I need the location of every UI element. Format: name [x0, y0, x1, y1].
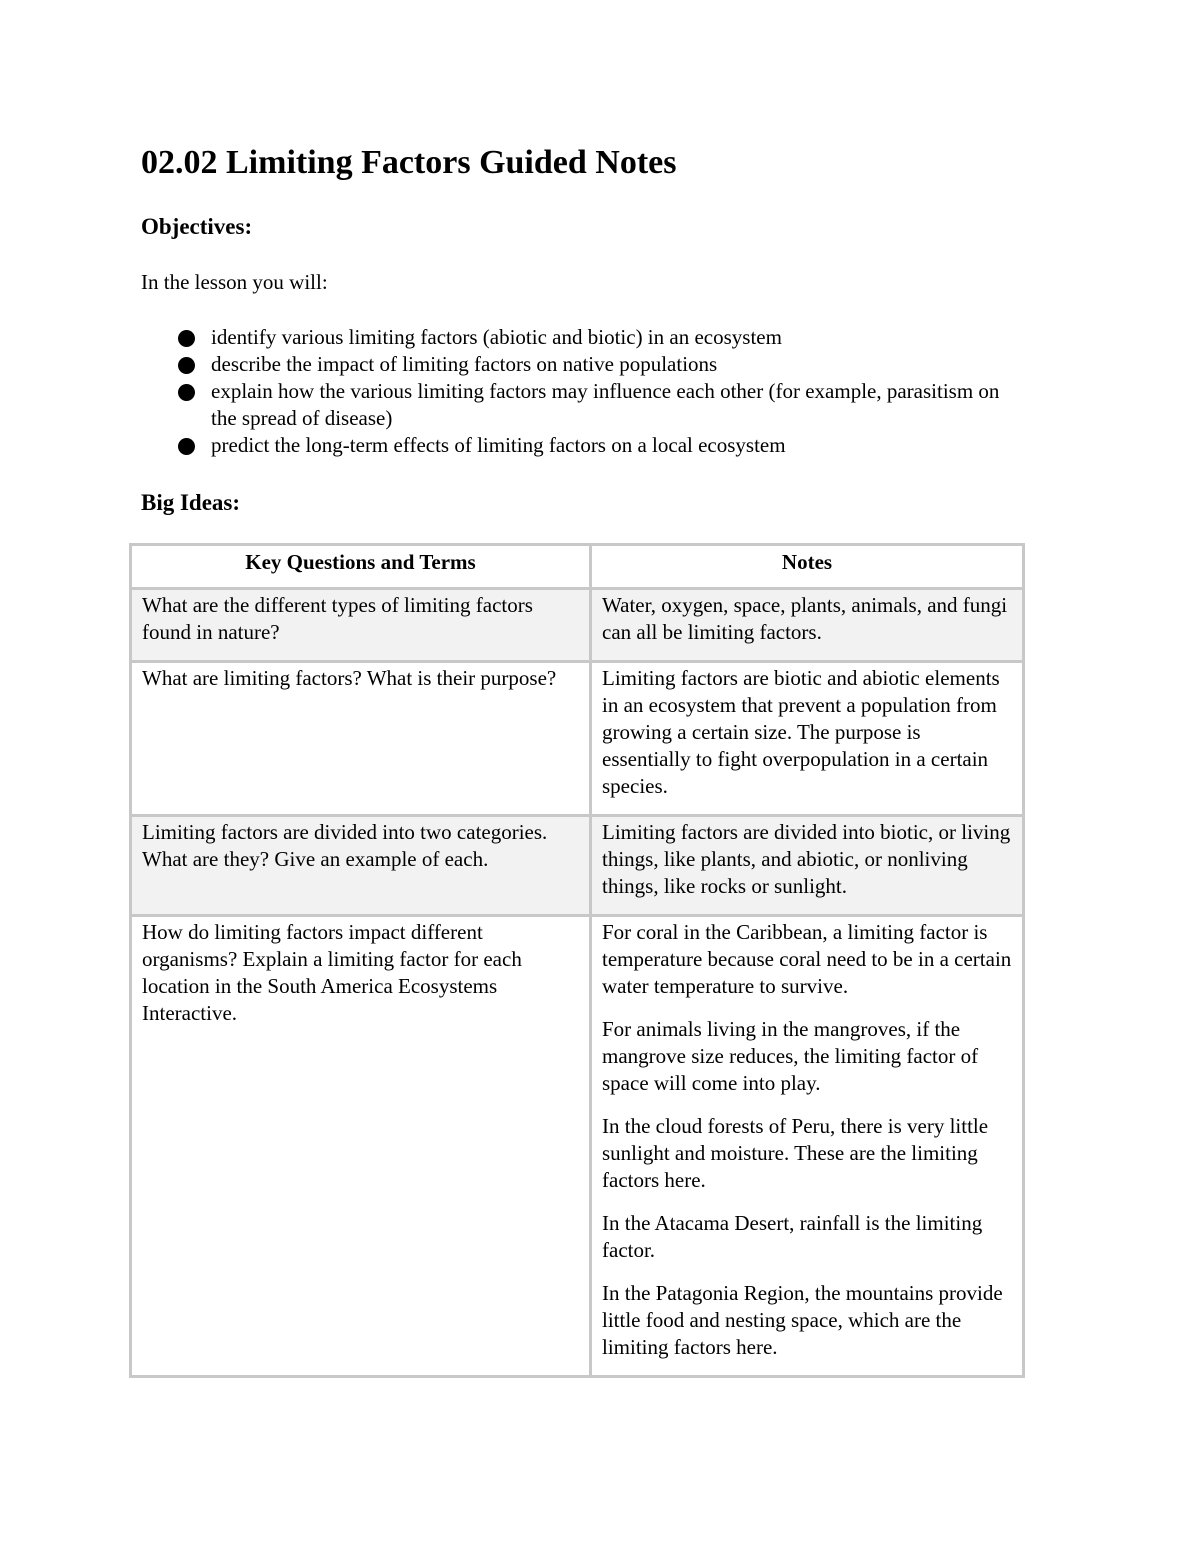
question-cell: What are limiting factors? What is their purpose?	[131, 662, 591, 816]
column-header-notes: Notes	[591, 545, 1024, 589]
column-header-questions: Key Questions and Terms	[131, 545, 591, 589]
notes-paragraph: For animals living in the mangroves, if the mangrove size reduces, the limiting factor of space will come into play.	[602, 1017, 979, 1095]
question-cell: Limiting factors are divided into two categories. What are they? Give an example of each.	[131, 816, 591, 916]
notes-table	[129, 543, 1025, 1378]
notes-cell	[591, 589, 1024, 662]
table-row	[131, 589, 1024, 662]
table-header-row	[131, 545, 1024, 589]
notes-paragraph: For coral in the Caribbean, a limiting factor is temperature because coral need to be in a certain water temperature to survive.	[602, 920, 1012, 998]
objectives-list	[141, 324, 1001, 459]
lesson-intro: In the lesson you will:	[141, 270, 328, 294]
bullet-icon	[178, 438, 195, 455]
objectives-heading: Objectives:	[141, 214, 253, 239]
question-cell: What are the different types of limiting factors found in nature?	[131, 589, 591, 662]
notes-paragraph: In the cloud forests of Peru, there is very little sunlight and moisture. These are the limiting factors here.	[602, 1114, 989, 1192]
objective-item	[141, 432, 1001, 459]
question-cell: How do limiting factors impact different organisms? Explain a limiting factor for each location in the South America Ecosystems Interactive.	[131, 916, 591, 1377]
objective-item	[141, 378, 1001, 432]
objective-text: explain how the various limiting factors may influence each other (for example, parasitism on the spread of disease)	[211, 379, 1000, 430]
notes-paragraph: Limiting factors are divided into biotic, or living things, like plants, and abiotic, or nonliving things, like rocks or sunlight.	[602, 820, 1011, 898]
page-title: 02.02 Limiting Factors Guided Notes	[141, 144, 677, 181]
notes-cell	[591, 816, 1024, 916]
objective-text: describe the impact of limiting factors on native populations	[211, 352, 718, 376]
notes-cell	[591, 662, 1024, 816]
table-row	[131, 816, 1024, 916]
bullet-icon	[178, 357, 195, 374]
notes-cell	[591, 916, 1024, 1377]
table-row	[131, 916, 1024, 1377]
objective-item	[141, 324, 1001, 351]
notes-paragraph: In the Patagonia Region, the mountains provide little food and nesting space, which are the limiting factors here.	[602, 1281, 1003, 1359]
notes-paragraph: Water, oxygen, space, plants, animals, and fungi can all be limiting factors.	[602, 593, 1008, 644]
table-row	[131, 662, 1024, 816]
bullet-icon	[178, 384, 195, 401]
objective-text: identify various limiting factors (abiotic and biotic) in an ecosystem	[211, 325, 782, 349]
notes-paragraph: Limiting factors are biotic and abiotic elements in an ecosystem that prevent a population from growing a certain size. The purpose is essentially to fight overpopulation in a certain species.	[602, 666, 1000, 798]
objective-text: predict the long-term effects of limiting factors on a local ecosystem	[211, 433, 786, 457]
notes-paragraph: In the Atacama Desert, rainfall is the limiting factor.	[602, 1211, 983, 1262]
objective-item	[141, 351, 1001, 378]
bullet-icon	[178, 330, 195, 347]
big-ideas-heading: Big Ideas:	[141, 490, 241, 515]
